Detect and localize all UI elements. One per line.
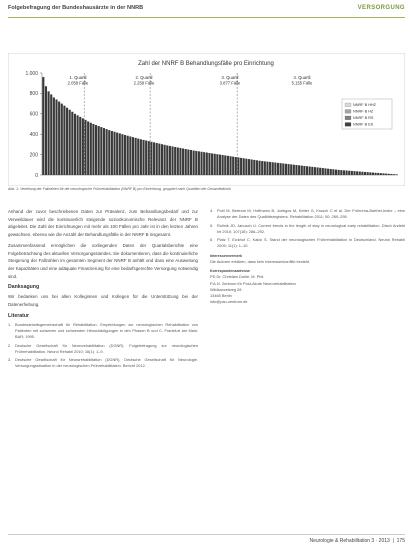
bar <box>95 125 97 175</box>
bar-chart <box>8 53 405 186</box>
legend-swatch <box>345 110 351 114</box>
bar <box>190 150 192 175</box>
bar <box>340 170 342 175</box>
bar <box>129 136 131 175</box>
reference-item <box>8 322 198 341</box>
reference-item <box>8 357 198 370</box>
bar <box>375 173 377 175</box>
bar <box>330 169 332 175</box>
y-tick-label: 0 <box>35 172 38 179</box>
bar <box>87 121 89 175</box>
bar <box>92 124 94 175</box>
quartile-label: 1. Quartil <box>69 75 87 80</box>
bar <box>364 172 366 175</box>
thanks-heading: Danksagung <box>8 284 40 291</box>
bar <box>50 94 52 175</box>
literature-heading: Literatur <box>8 312 30 319</box>
bar <box>356 171 358 175</box>
bar <box>79 117 81 175</box>
legend-label: NNRF B ES <box>353 122 374 127</box>
bar <box>119 133 121 175</box>
bar <box>311 167 313 175</box>
right-column <box>210 208 405 306</box>
bar <box>282 163 284 175</box>
bar <box>45 86 47 175</box>
legend-swatch <box>345 116 351 120</box>
bar <box>317 167 319 175</box>
bar <box>206 153 208 175</box>
bar <box>161 144 163 175</box>
bar <box>214 154 216 175</box>
bar <box>208 153 210 175</box>
quartile-label: 2. Quartil <box>135 75 153 80</box>
bar <box>164 145 166 175</box>
bar <box>61 104 63 175</box>
bar <box>187 150 189 176</box>
bar <box>182 148 184 175</box>
bar <box>314 167 316 175</box>
bar <box>106 129 108 175</box>
bar <box>303 166 305 175</box>
reference-item <box>210 223 405 236</box>
references-right <box>210 208 405 250</box>
bar <box>111 131 113 175</box>
quartile-label: 4. Quartil <box>293 75 311 80</box>
bar <box>235 157 237 175</box>
section-tag: VERSORGUNG <box>357 5 405 11</box>
bar <box>171 146 173 175</box>
bar <box>174 147 176 175</box>
footer: Neurologie & Rehabilitation 3 · 2013 | 175 <box>309 538 405 544</box>
running-head: Folgebefragung der Bundeshausärzte in der NNRB <box>8 5 144 11</box>
bar <box>100 127 102 175</box>
bar <box>127 136 129 175</box>
legend-swatch <box>345 123 351 127</box>
bar <box>135 138 137 175</box>
quartile-labels <box>68 75 313 86</box>
reference-number: 6. <box>210 237 214 242</box>
bar <box>240 158 242 175</box>
reference-number: 3. <box>8 357 12 363</box>
reference-text: Pohl M, Bertram M, Hoffmann B, Joebges M, Ketter G, Krusch C et al. Der Frühreha-Barthel-Index – eine Analyse der Daten des Qualitätsregisters. Rehabilitation 2011; 50: 289–295. <box>217 208 405 220</box>
bar <box>385 174 387 175</box>
bar <box>361 172 363 175</box>
bar <box>346 171 348 175</box>
bar <box>71 112 73 175</box>
bar <box>335 170 337 175</box>
bar <box>264 161 266 175</box>
paragraph-1: Anhand der zuvor beschriebenen Daten zur Prävalenz, zum Behandlungsbedarf und zur Verweildauer wird die kontinuierlich steigende sozioökonomische Relevanz der NNRF B abgeleitet. Die Zahl der Einrichtungen mit mehr als 100 Fällen pro Jahr ist in den letzten Jahren gewachsen, ebenso wie die Anzahl der Behandlungsfälle in der NNRF B insgesamt. <box>8 209 198 238</box>
bar <box>145 141 147 175</box>
bar <box>388 174 390 175</box>
bar <box>185 149 187 175</box>
reference-number: 1. <box>8 321 12 327</box>
bar <box>293 165 295 175</box>
reference-item <box>210 237 405 250</box>
bar <box>113 132 115 175</box>
funding-text: Die Autoren erklären, dass kein Interessenkonflikt besteht. <box>210 258 311 264</box>
bar <box>338 170 340 175</box>
bar <box>137 139 139 175</box>
reference-item <box>8 343 198 356</box>
bar <box>251 159 253 175</box>
bar <box>222 155 224 175</box>
bar <box>288 164 290 175</box>
bar <box>245 159 247 175</box>
quartile-cases: 3.877 Fälle <box>219 80 241 86</box>
bar <box>272 162 274 175</box>
contact-line: info@pan-zentrum.de <box>210 299 248 305</box>
figure-caption: Abb. 1: Verteilung der Fallzahlen für die neurologische Frührehabilitation (NNRF B) pro Einrichtung, gruppiert nach Quartilen der Gesamtfallzahl. <box>8 187 232 191</box>
bar <box>198 151 200 175</box>
reference-text: Deutsche Gesellschaft für Neurorehabilitation (DGNR), Deutsche Gesellschaft für Neurologie. Versorgungssituation in der neurologischen Frührehabilitation. Bericht 2012. <box>15 357 198 369</box>
reference-number: 4. <box>210 208 214 213</box>
bar <box>359 172 361 175</box>
bar <box>77 115 79 175</box>
contact-line: PD Dr. Christian Dohle, M. Phil. <box>210 274 265 280</box>
bar <box>58 102 60 175</box>
y-tick-label: 800 <box>29 91 38 98</box>
bar <box>377 173 379 175</box>
bar <box>103 128 105 175</box>
paragraph-2: Zusammenfassend ermöglichen die vorliegenden Daten der Quartalsberichte eine Folgebetrachtung des aktuellen Versorgungsstandes. Sie dokumentieren, dass die kontinuierliche Steigerung der Fallzahlen im gesamten Segment der NNRF B anhält und dass eine Ausweitung der Kapazitäten und eine adäquate Finanzierung für eine bedarfsgerechte Versorgung notwendig sind. <box>8 242 198 279</box>
bar <box>367 172 369 175</box>
bar <box>274 163 276 175</box>
legend-swatch <box>345 103 351 107</box>
y-tick-label: 600 <box>29 111 38 118</box>
bar <box>66 108 68 175</box>
bar <box>53 97 55 175</box>
bar <box>69 110 71 175</box>
bar <box>396 174 398 175</box>
y-tick-label: 400 <box>29 132 38 138</box>
reference-text: Bundesarbeitsgemeinschaft für Rehabilitation. Empfehlungen zur neurologischen Rehabilitation von Patienten mit schweren und schwersten Hirnschädigungen in den Phasen B und C. Frankfurt am Main: BAR; 1995. <box>15 321 198 340</box>
bar <box>372 173 374 175</box>
contact-line: P.A.N. Zentrum für Post-Akute Neurorehabilitation <box>210 280 296 286</box>
bar <box>290 164 292 175</box>
bar <box>158 144 160 175</box>
quartile-cases: 5.155 Fälle <box>291 80 313 86</box>
bar <box>285 164 287 175</box>
bar <box>150 142 152 175</box>
reference-text: Platz T, Eickhof C, Kaick S. Stand der neurologischen Frührehabilitation in Deutschland. Neurol Rehabil 2005; 11(1): 1–10. <box>217 237 405 249</box>
funding-label: Interessenvermerk <box>210 253 242 258</box>
bar <box>82 118 84 175</box>
bar <box>153 142 155 175</box>
bar <box>256 160 258 175</box>
bar <box>200 152 202 175</box>
bar <box>353 171 355 175</box>
bar <box>348 171 350 175</box>
bar <box>124 135 126 175</box>
contact-label: Korrespondenzadresse <box>210 269 250 274</box>
bar <box>84 120 86 175</box>
bar <box>248 159 250 175</box>
quartile-cases: 2.058 Fälle <box>67 80 89 86</box>
bar <box>343 170 345 175</box>
bar <box>393 174 395 175</box>
references-left <box>8 322 198 370</box>
bar <box>332 169 334 175</box>
legend-label: NNRF B HZ <box>353 109 374 114</box>
bar <box>227 156 229 175</box>
bar <box>90 123 92 175</box>
legend-label: NNRF B RS <box>353 116 374 121</box>
bar <box>309 167 311 175</box>
bar <box>266 162 268 175</box>
bar <box>306 166 308 175</box>
bar <box>351 171 353 175</box>
legend <box>342 99 392 129</box>
bar <box>382 173 384 175</box>
bar <box>179 148 181 175</box>
bar <box>280 163 282 175</box>
bar <box>369 172 371 175</box>
y-tick-label: 1.000 <box>25 70 38 77</box>
contact-address <box>210 274 405 305</box>
reference-number: 2. <box>8 342 12 348</box>
reference-number: 5. <box>210 222 214 228</box>
contact-line: Wildkanzelweg 28 <box>210 286 242 292</box>
bar <box>269 162 271 175</box>
chart-title: Zahl der NNRF B Behandlungsfälle pro Einrichtung <box>138 61 274 67</box>
bar <box>229 156 231 175</box>
bar <box>177 147 179 175</box>
bar <box>98 126 100 175</box>
bar <box>259 161 261 175</box>
bar <box>219 155 221 175</box>
bar <box>169 146 171 175</box>
bar <box>327 169 329 175</box>
y-tick-label: 200 <box>29 152 38 159</box>
bar <box>253 160 255 175</box>
bar <box>301 166 303 175</box>
bar <box>295 165 297 175</box>
bar <box>224 155 226 175</box>
bar <box>211 153 213 175</box>
contact-line: 13465 Berlin <box>210 293 232 299</box>
bar <box>324 168 326 175</box>
bar <box>380 173 382 175</box>
reference-item <box>210 208 405 221</box>
reference-text: Deutsche Gesellschaft für Neurorehabilitation (DGNR). Folgebefragung zur neurologischen Frührehabilitation. Neurol Rehabil 2010; 16(1): 1–9. <box>15 342 198 354</box>
bar <box>55 100 57 175</box>
bar <box>142 140 144 175</box>
bar <box>132 137 134 175</box>
bar <box>63 106 65 175</box>
bar <box>193 151 195 175</box>
footer-rule <box>8 534 405 535</box>
bar <box>298 165 300 175</box>
bar <box>195 151 197 175</box>
bar <box>74 114 76 175</box>
figure <box>8 53 405 186</box>
bar <box>237 157 239 175</box>
legend-label: NNRF B HHZ <box>353 103 376 108</box>
bar <box>319 168 321 175</box>
reference-text: Rollnik JD, Janosch U. Current trends in the length of stay in neurological early rehabilitation. Dtsch Arztebl Int 2010; 107(16): 286–292. <box>217 222 405 234</box>
bar <box>121 134 123 175</box>
bar <box>232 157 234 175</box>
bar <box>243 158 245 175</box>
bar <box>48 91 50 175</box>
bar <box>166 145 168 175</box>
bar <box>148 141 150 175</box>
bar <box>116 133 118 175</box>
bar <box>42 77 44 175</box>
bar <box>390 174 392 175</box>
bar <box>156 143 158 175</box>
bar <box>261 161 263 175</box>
quartile-cases: 2.258 Fälle <box>133 80 155 86</box>
bar <box>108 130 110 175</box>
bar <box>140 139 142 175</box>
left-column <box>8 208 198 372</box>
bar <box>203 152 205 175</box>
header-rule <box>8 17 405 18</box>
thanks-text: Wir bedanken uns bei allen Kolleginnen und Kollegen für die Unterstützung bei der Datenerhebung. <box>8 294 198 308</box>
journal-name: Neurologie & Rehabilitation 3 · 2013 <box>309 538 390 544</box>
bar <box>277 163 279 175</box>
quartile-label: 3. Quartil <box>221 75 239 80</box>
page-number: 175 <box>396 538 405 544</box>
bar <box>216 154 218 175</box>
bar <box>322 168 324 175</box>
